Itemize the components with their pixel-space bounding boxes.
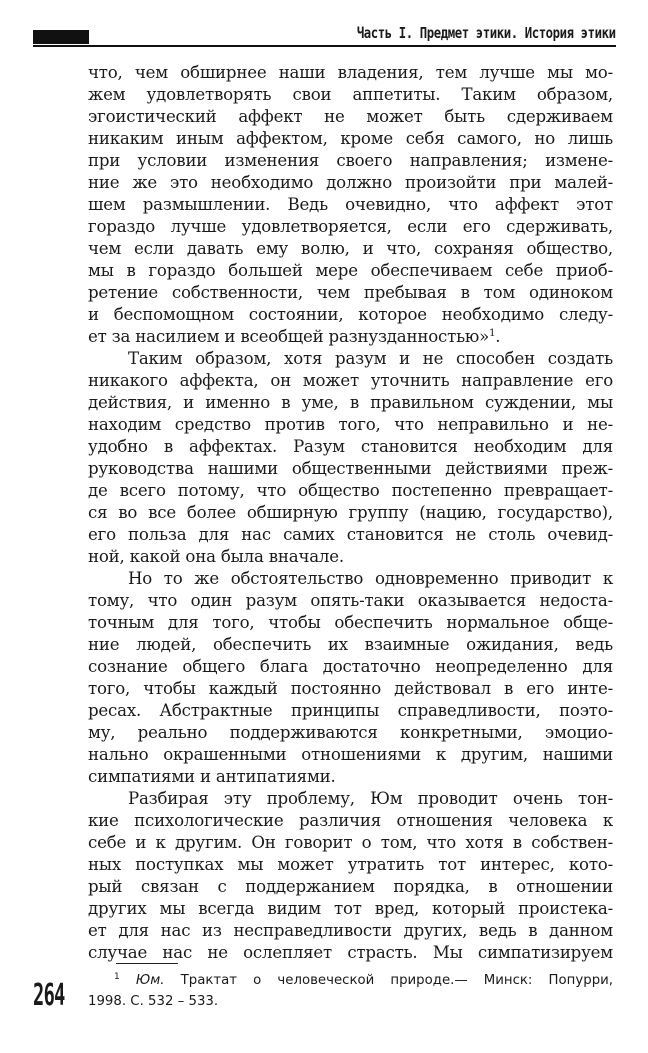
text-line: гораздо лучше удовлетворяется, если его сдерживать, xyxy=(88,217,613,236)
footnote-line: 1998. С. 532 – 533. xyxy=(88,994,219,1009)
footnote-author: Юм. xyxy=(135,973,165,988)
text-line-content: ет за насилием и всеобщей разнузданностью» xyxy=(88,327,490,346)
text-line: ет для нас из несправедливости других, ведь в данном xyxy=(88,921,613,940)
text-line: удобно в аффектах. Разум становится необходим для xyxy=(88,437,613,456)
text-line: сознание общего блага достаточно неопределенно для xyxy=(88,657,613,676)
footnote xyxy=(88,970,613,1012)
text-line: при условии изменения своего направления; измене- xyxy=(88,151,613,170)
text-line: рый связан с поддержанием порядка, в отношении xyxy=(88,877,613,896)
text-line: и беспомощном состоянии, которое необходимо следу- xyxy=(88,305,613,324)
text-line: шем размышлении. Ведь очевидно, что аффект этот xyxy=(88,195,613,214)
header-block xyxy=(33,30,89,44)
footnote-line xyxy=(88,970,613,991)
text-line: ресах. Абстрактные принципы справедливости, поэто- xyxy=(88,701,613,720)
text-line: находим средство против того, что неправильно и не- xyxy=(88,415,613,434)
text-line: никаким иным аффектом, кроме себя самого, но лишь xyxy=(88,129,613,148)
paragraph-first-line: Разбирая эту проблему, Юм проводит очень тон- xyxy=(128,789,613,808)
text-line: тому, что один разум опять-таки оказывается недоста- xyxy=(88,591,613,610)
text-line-last: ет за насилием и всеобщей разнузданностью»$^1$. xyxy=(88,327,501,346)
header-rule xyxy=(33,45,616,47)
footnote-reference: 1 xyxy=(489,328,496,339)
text-line: что, чем обширнее наши владения, тем лучше мы мо- xyxy=(88,63,613,82)
footnote-title: Трактат о человеческой природе.— Минск: Попурри, xyxy=(164,973,613,988)
text-line-last: ной, какой она была вначале. xyxy=(88,547,344,566)
text-line: ся во все более обширную группу (нацию, государство), xyxy=(88,503,613,522)
text-line: себе и к другим. Он говорит о том, что хотя в собствен- xyxy=(88,833,613,852)
text-line: точным для того, чтобы обеспечить нормальное обще- xyxy=(88,613,613,632)
text-line: ние же это необходимо должно произойти при малей- xyxy=(88,173,613,192)
footnote-marker: 1 xyxy=(114,972,120,982)
running-head: Часть I. Предмет этики. История этики xyxy=(357,24,616,42)
body-text xyxy=(88,62,613,964)
text-line: де всего потому, что общество постепенно превращает- xyxy=(88,481,613,500)
page-number: 264 xyxy=(33,978,65,1013)
text-line: других мы всегда видим тот вред, который проистека- xyxy=(88,899,613,918)
text-line: мы в гораздо большей мере обеспечиваем себе приоб- xyxy=(88,261,613,280)
text-line: нально окрашенными отношениями к другим, нашими xyxy=(88,745,613,764)
footnote-rule xyxy=(116,963,178,964)
text-line: действия, и именно в уме, в правильном суждении, мы xyxy=(88,393,613,412)
text-line: чем если давать ему волю, и что, сохраняя общество, xyxy=(88,239,613,258)
text-line: эгоистический аффект не может быть сдерживаем xyxy=(88,107,613,126)
text-line: того, чтобы каждый постоянно действовал в его инте- xyxy=(88,679,613,698)
text-line-last: симпатиями и антипатиями. xyxy=(88,767,336,786)
paragraph-first-line: Таким образом, хотя разум и не способен создать xyxy=(128,349,613,368)
text-line: кие психологические различия отношения человека к xyxy=(88,811,613,830)
text-line: никакого аффекта, он может уточнить направление его xyxy=(88,371,613,390)
text-line: ретение собственности, чем пребывая в том одиноком xyxy=(88,283,613,302)
text-line: случае нас не ослепляет страсть. Мы симпатизируем xyxy=(88,943,613,962)
text-line: его польза для нас самих становится не столь очевид- xyxy=(88,525,613,544)
text-line: му, реально поддерживаются конкретными, эмоцио- xyxy=(88,723,613,742)
text-line: ние людей, обеспечить их взаимные ожидания, ведь xyxy=(88,635,613,654)
text-line: жем удовлетворять свои аппетиты. Таким образом, xyxy=(88,85,613,104)
paragraph-first-line: Но то же обстоятельство одновременно приводит к xyxy=(128,569,613,588)
text-line: руководства нашими общественными действиями преж- xyxy=(88,459,613,478)
text-line: ных поступках мы может утратить тот интерес, кото- xyxy=(88,855,613,874)
